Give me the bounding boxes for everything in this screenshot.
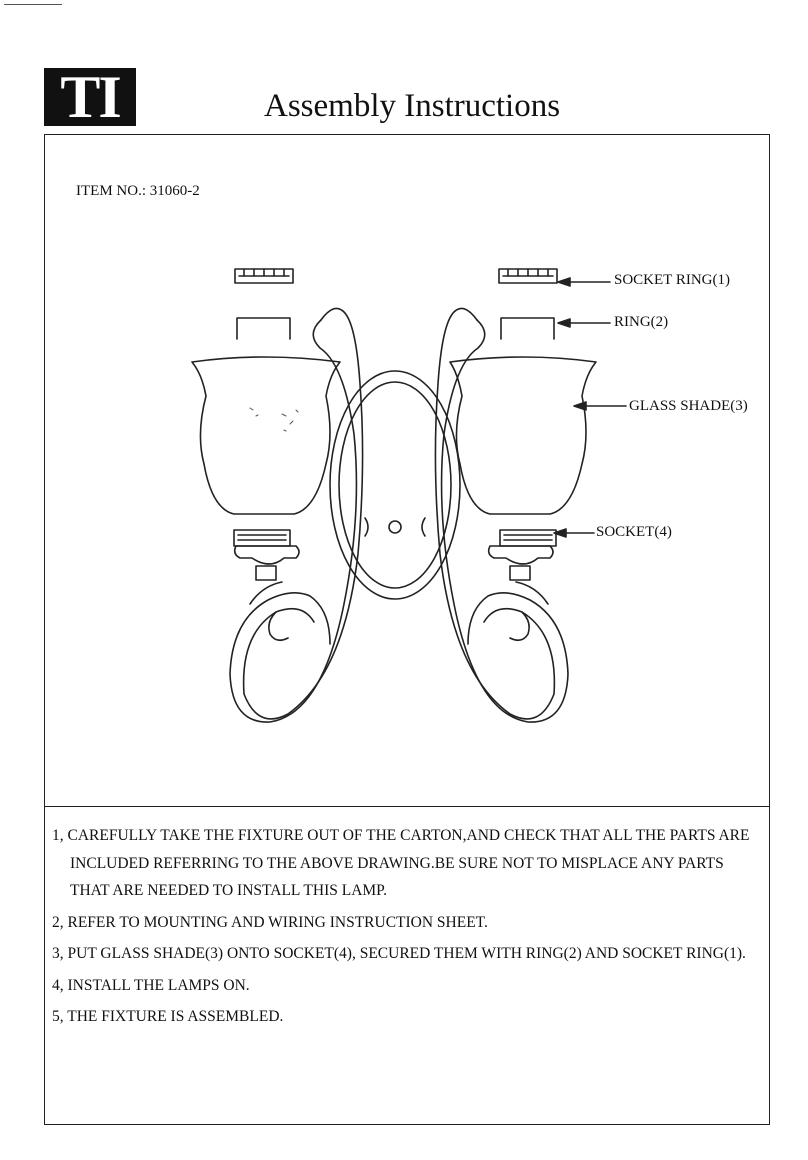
- step-number: 1,: [52, 827, 64, 844]
- instruction-list: [52, 822, 764, 1031]
- label-glass-shade: GLASS SHADE(3): [629, 398, 748, 414]
- top-rule: [4, 4, 62, 5]
- step-text: CAREFULLY TAKE THE FIXTURE OUT OF THE CARTON,AND CHECK THAT ALL THE PARTS ARE INCLUDED REFERRING TO THE ABOVE DRAWING.BE SURE NOT TO MISPLACE ANY PARTS THAT ARE NEEDED TO INSTALL THIS LAMP.: [67, 827, 750, 899]
- page-title: Assembly Instructions: [264, 88, 561, 124]
- label-ring: RING(2): [614, 314, 669, 330]
- step-number: 3,: [52, 945, 64, 962]
- step-number: 4,: [52, 976, 64, 994]
- step-text: PUT GLASS SHADE(3) ONTO SOCKET(4), SECURED THEM WITH RING(2) AND SOCKET RING(1).: [67, 945, 746, 962]
- step-number: 5,: [52, 1008, 64, 1025]
- section-divider: [44, 806, 770, 807]
- instruction-step: [52, 940, 764, 968]
- instruction-step: [52, 822, 764, 905]
- instruction-step: [52, 1003, 764, 1031]
- shade-speckles: [250, 408, 298, 431]
- instruction-step: [52, 972, 764, 1000]
- step-text: REFER TO MOUNTING AND WIRING INSTRUCTION SHEET.: [67, 913, 488, 931]
- item-number: ITEM NO.: 31060-2: [76, 183, 200, 199]
- fixture-drawing: [44, 134, 770, 806]
- step-number: 2,: [52, 913, 64, 931]
- instruction-step: [52, 909, 764, 937]
- brand-logo: TI: [44, 68, 136, 126]
- step-text: THE FIXTURE IS ASSEMBLED.: [67, 1008, 284, 1025]
- label-socket-ring: SOCKET RING(1): [614, 272, 730, 288]
- step-text: INSTALL THE LAMPS ON.: [67, 976, 250, 994]
- left-lamp: [192, 269, 363, 722]
- label-socket: SOCKET(4): [596, 524, 672, 540]
